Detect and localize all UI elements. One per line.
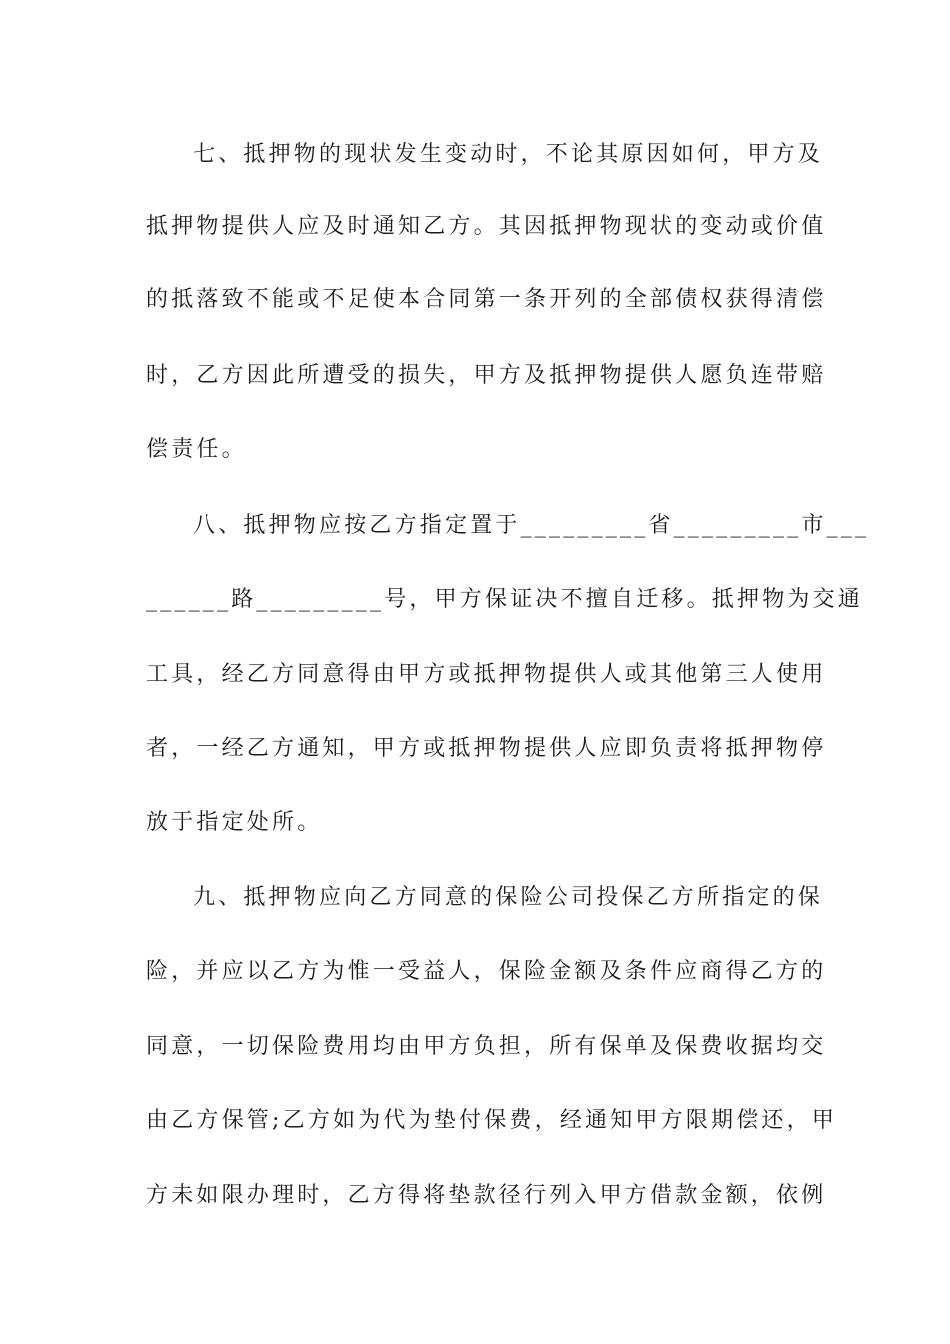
clause-7-line-4: 时，乙方因此所遭受的损失，甲方及抵押物提供人愿负连带赔 xyxy=(146,363,827,388)
clause-9-line-3: 同意，一切保险费用均由甲方负担，所有保单及保费收据均交 xyxy=(146,1034,827,1059)
clause-9-line-1: 九、抵押物应向乙方同意的保险公司投保乙方所指定的保 xyxy=(193,885,824,910)
clause-9-line-2: 险，并应以乙方为惟一受益人，保险金额及条件应商得乙方的 xyxy=(146,959,827,984)
clause-7-line-3: 的抵落致不能或不足使本合同第一条开列的全部债权获得清偿 xyxy=(146,287,827,312)
clause-7-line-1: 七、抵押物的现状发生变动时，不论其原因如何，甲方及 xyxy=(193,142,824,167)
clause-8-line-5: 放于指定处所。 xyxy=(146,810,323,835)
clause-8-line-3: 工具，经乙方同意得由甲方或抵押物提供人或其他第三人使用 xyxy=(146,662,827,687)
clause-8-line-1: 八、抵押物应按乙方指定置于_________省_________市___ xyxy=(193,513,870,538)
clause-8-line-2: ______路_________号，甲方保证决不擅自迁移。抵押物为交通 xyxy=(146,587,864,612)
clause-8-line-4: 者，一经乙方通知，甲方或抵押物提供人应即负责将抵押物停 xyxy=(146,736,827,761)
clause-9-line-5: 方未如限办理时，乙方得将垫款径行列入甲方借款金额，依例 xyxy=(146,1183,827,1208)
clause-7-line-5: 偿责任。 xyxy=(146,437,247,462)
clause-7-line-2: 抵押物提供人应及时通知乙方。其因抵押物现状的变动或价值 xyxy=(146,214,827,239)
clause-9-line-4: 由乙方保管;乙方如为代为垫付保费，经通知甲方限期偿还，甲 xyxy=(146,1108,838,1133)
